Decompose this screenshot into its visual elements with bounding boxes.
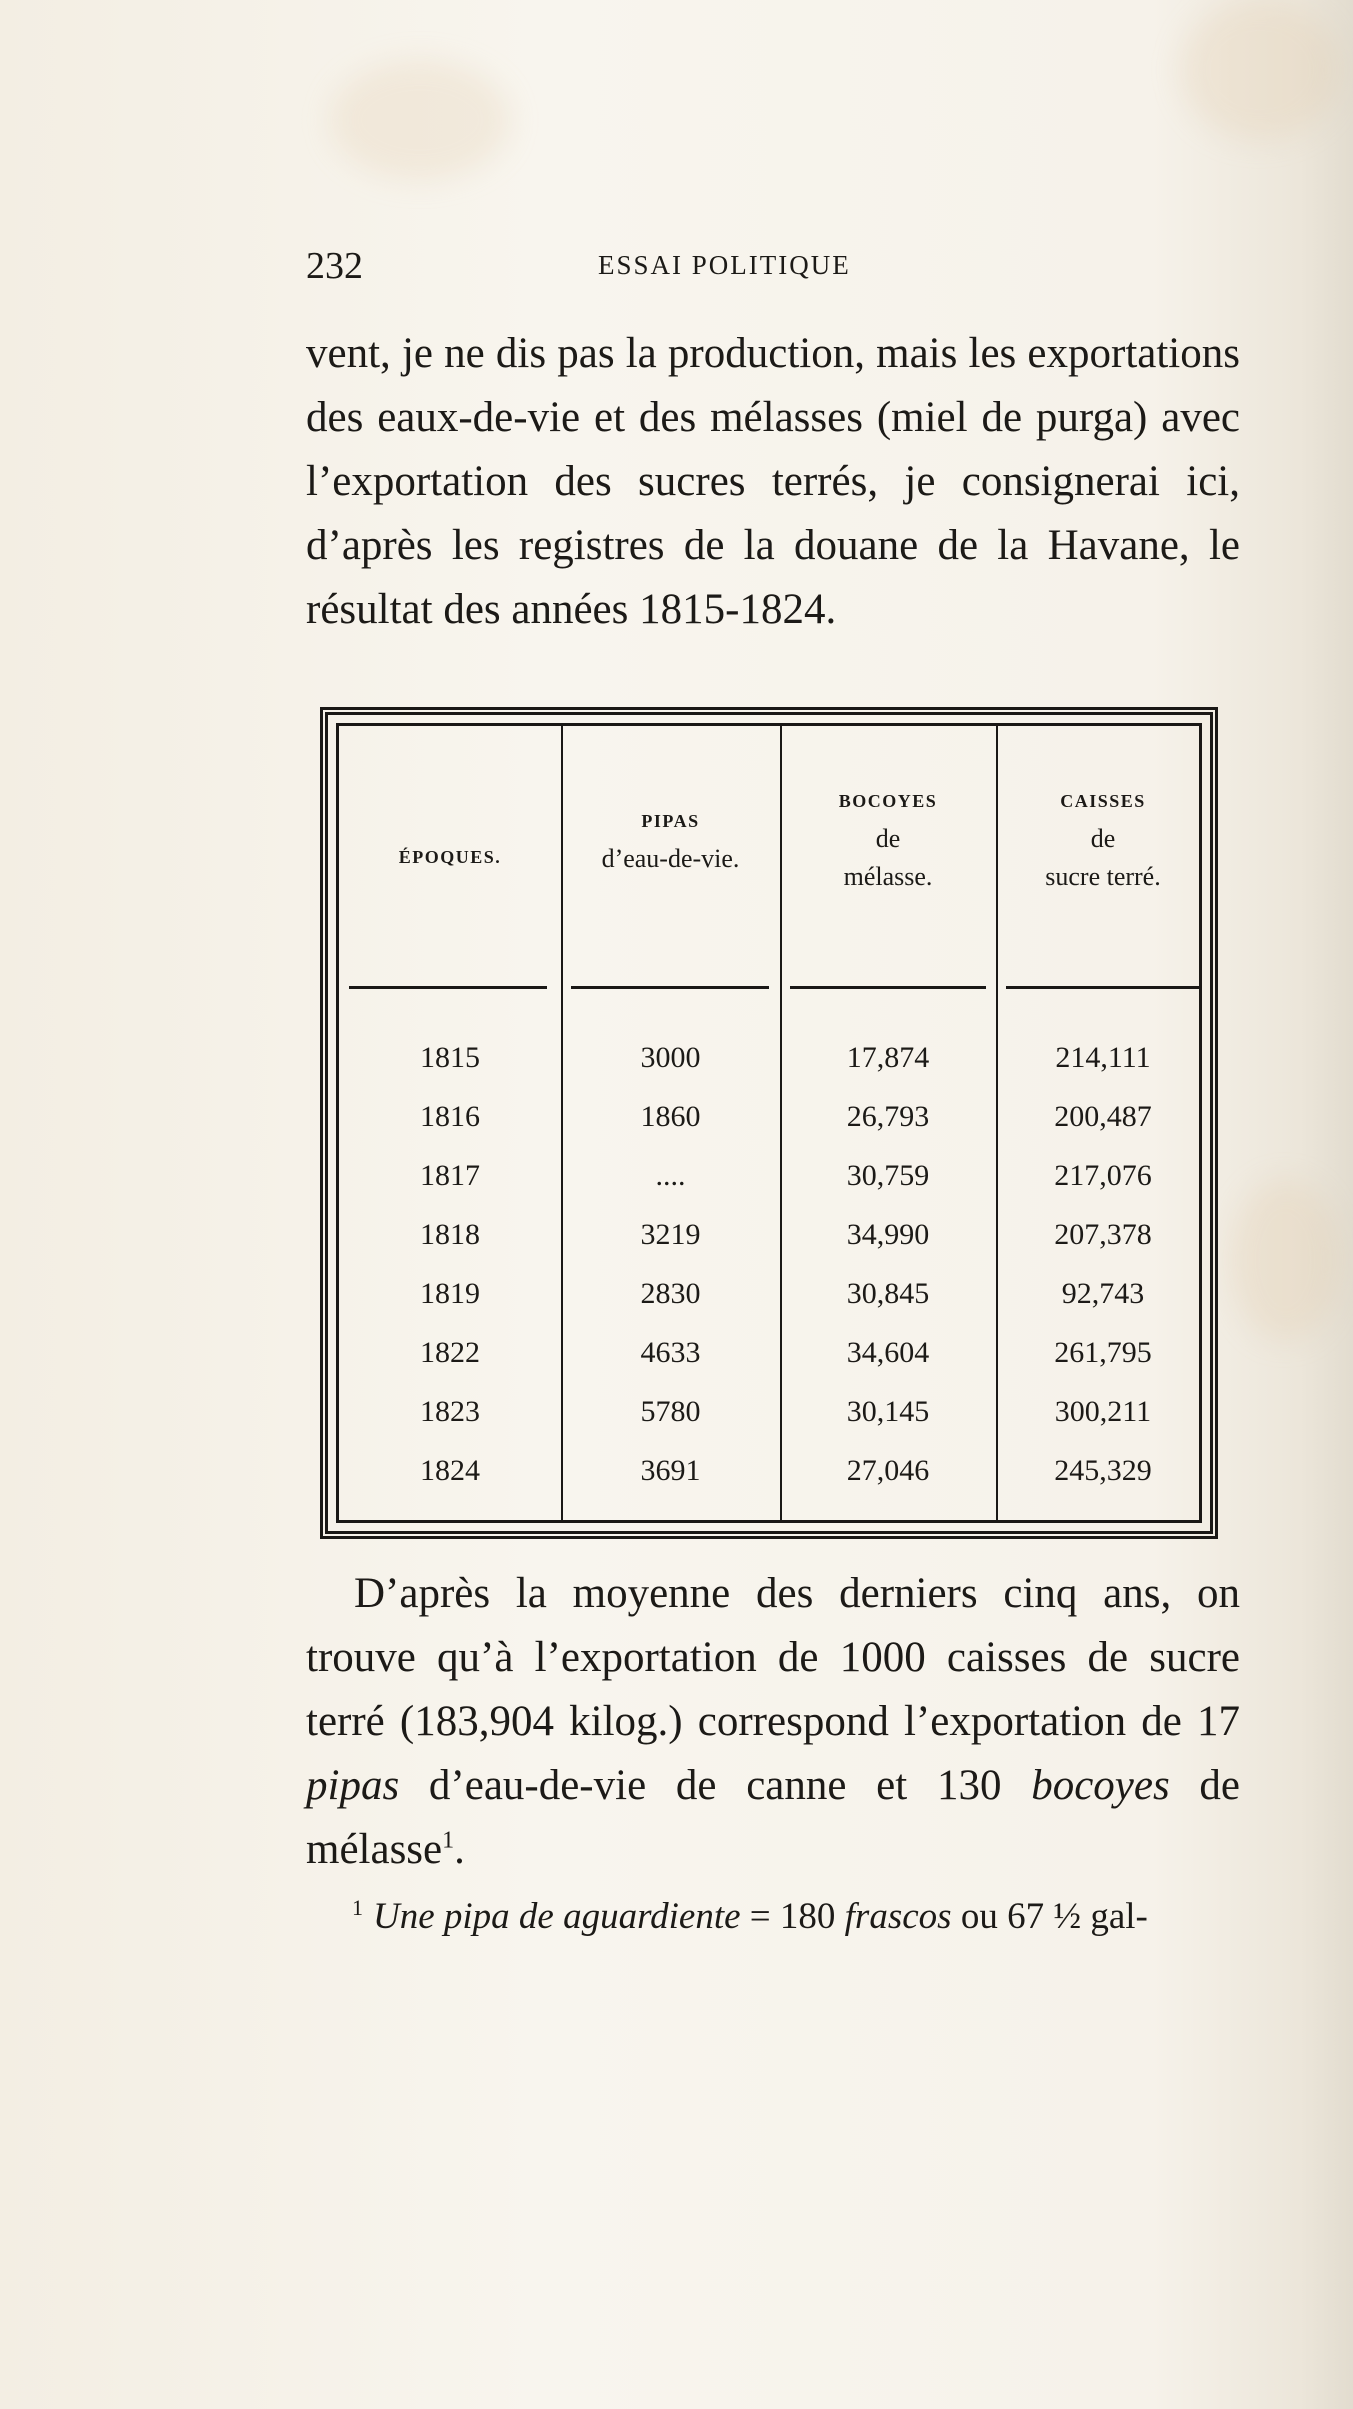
cell-pipas: 3219 bbox=[640, 1218, 701, 1251]
footnote bbox=[352, 1892, 1252, 1942]
cell-bocoyes: 30,145 bbox=[846, 1395, 930, 1428]
cell-pipas: 3000 bbox=[640, 1041, 701, 1074]
footnote-ref: 1 bbox=[442, 1827, 455, 1854]
term-pipas: pipas bbox=[306, 1762, 400, 1809]
paper-stain bbox=[1180, 0, 1340, 140]
paragraph-text: . bbox=[454, 1826, 465, 1873]
cell-year: 1815 bbox=[420, 1041, 480, 1074]
cell-caisses: 92,743 bbox=[1061, 1277, 1145, 1310]
footnote-term: frascos bbox=[844, 1896, 952, 1937]
cell-bocoyes: 30,845 bbox=[846, 1277, 930, 1310]
page-number: 232 bbox=[306, 245, 363, 287]
cell-pipas: 2830 bbox=[640, 1277, 701, 1310]
header-rule bbox=[349, 986, 547, 989]
cell-bocoyes: 34,604 bbox=[846, 1336, 930, 1369]
paragraph-text: de mélasse bbox=[306, 1762, 1241, 1873]
header-caisses: CAISSES de sucre terré. bbox=[1045, 791, 1161, 891]
cell-bocoyes: 27,046 bbox=[846, 1454, 930, 1487]
page-header bbox=[306, 244, 1240, 288]
cell-year: 1822 bbox=[420, 1336, 480, 1369]
paragraph-text: D’après la moyenne des derniers cinq ans, on trouve qu’à l’exportation de 1000 caisses de sucre terré (183,904 kilog.) correspond l’exportation de 17 bbox=[306, 1570, 1240, 1745]
cell-bocoyes: 26,793 bbox=[846, 1100, 930, 1133]
cell-year: 1819 bbox=[420, 1277, 480, 1310]
cell-caisses: 214,111 bbox=[1055, 1041, 1151, 1074]
cell-pipas: .... bbox=[655, 1159, 686, 1192]
term-bocoyes: bocoyes bbox=[1031, 1762, 1170, 1809]
header-bocoyes: BOCOYES de mélasse. bbox=[838, 791, 938, 891]
cell-pipas: 4633 bbox=[640, 1336, 701, 1369]
running-head: ESSAI POLITIQUE bbox=[598, 250, 851, 280]
cell-caisses: 200,487 bbox=[1054, 1100, 1152, 1133]
header-pipas: PIPAS d’eau-de-vie. bbox=[601, 811, 740, 873]
export-table bbox=[320, 707, 1218, 1539]
cell-caisses: 300,211 bbox=[1054, 1395, 1152, 1428]
header-epoques: ÉPOQUES. bbox=[398, 847, 502, 867]
cell-year: 1823 bbox=[420, 1395, 480, 1428]
cell-caisses: 207,378 bbox=[1054, 1218, 1152, 1251]
footnote-text: ou 67 ½ gal- bbox=[951, 1896, 1148, 1937]
paragraph-intro-text: vent, je ne dis pas la production, mais les exportations des eaux-de-vie et des mélasses (miel de purga) avec l’exportation des sucres terrés, je consignerai ici, d’après les registres de la douane de la Havane, le résultat des années 1815-1824. bbox=[306, 330, 1240, 633]
paper-stain bbox=[330, 60, 510, 180]
header-rule bbox=[571, 986, 769, 989]
paragraph-text: d’eau-de-vie de canne et 130 bbox=[399, 1762, 1032, 1809]
footnote-mark: 1 bbox=[352, 1894, 363, 1920]
footnote-term: Une pipa de aguardiente bbox=[373, 1896, 741, 1937]
header-rule bbox=[790, 986, 986, 989]
header-rule bbox=[1006, 986, 1200, 989]
cell-pipas: 1860 bbox=[640, 1100, 701, 1133]
paragraph-intro bbox=[306, 322, 1240, 642]
cell-year: 1824 bbox=[420, 1454, 480, 1487]
footnote-text: = 180 bbox=[740, 1896, 845, 1937]
paper-stain bbox=[1230, 1180, 1340, 1340]
cell-bocoyes: 30,759 bbox=[846, 1159, 930, 1192]
paragraph-average bbox=[306, 1562, 1240, 1882]
cell-caisses: 245,329 bbox=[1054, 1454, 1152, 1487]
table-body bbox=[336, 723, 1202, 1523]
cell-pipas: 3691 bbox=[640, 1454, 701, 1487]
cell-caisses: 217,076 bbox=[1054, 1159, 1152, 1192]
cell-year: 1816 bbox=[420, 1100, 480, 1133]
cell-year: 1818 bbox=[420, 1218, 480, 1251]
cell-bocoyes: 17,874 bbox=[846, 1041, 930, 1074]
cell-pipas: 5780 bbox=[640, 1395, 701, 1428]
cell-bocoyes: 34,990 bbox=[846, 1218, 930, 1251]
cell-year: 1817 bbox=[420, 1159, 480, 1192]
cell-caisses: 261,795 bbox=[1054, 1336, 1152, 1369]
